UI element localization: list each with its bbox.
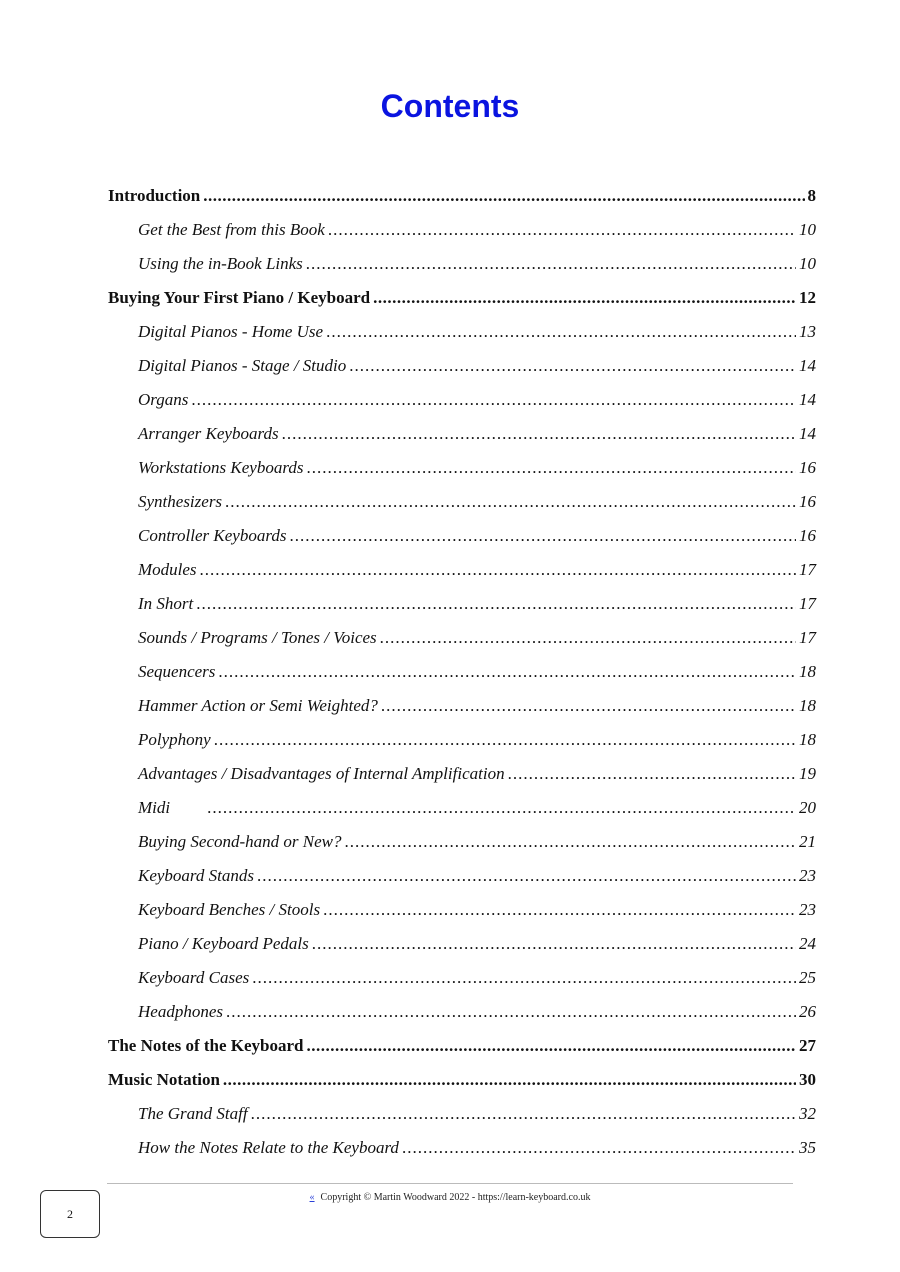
toc-entry-title: Sequencers <box>138 662 216 681</box>
dot-leader <box>200 559 796 581</box>
toc-entry-title: Organs <box>138 390 189 409</box>
toc-page-number: 16 <box>799 526 816 545</box>
toc-section-entry[interactable] <box>138 955 816 989</box>
toc-section-entry[interactable] <box>138 207 816 241</box>
toc-entry-title: Synthesizers <box>138 492 223 511</box>
toc-entry-title: Music Notation <box>108 1070 220 1089</box>
toc-section-entry[interactable] <box>138 819 816 853</box>
dot-leader <box>373 287 796 309</box>
toc-section-entry[interactable] <box>138 921 816 955</box>
toc-page-number: 14 <box>799 390 816 409</box>
toc-section-entry[interactable] <box>138 479 816 513</box>
toc-page-number: 8 <box>807 186 816 205</box>
toc-section-entry[interactable] <box>138 751 816 785</box>
toc-section-entry[interactable] <box>138 513 816 547</box>
toc-section-entry[interactable] <box>138 1125 816 1159</box>
dot-leader <box>349 355 796 377</box>
dot-leader <box>191 389 796 411</box>
toc-section-entry[interactable] <box>138 343 816 377</box>
dot-leader <box>225 491 796 513</box>
toc-page-number: 17 <box>799 560 816 579</box>
toc-entry-title: How the Notes Relate to the Keyboard <box>138 1138 399 1157</box>
toc-entry-title: In Short <box>138 594 194 613</box>
toc-entry-title: Keyboard Stands <box>138 866 255 885</box>
dot-leader <box>214 729 796 751</box>
toc-entry-title: Arranger Keyboards <box>138 424 279 443</box>
toc-entry-title: Midi <box>138 798 205 817</box>
page-title: Contents <box>380 88 520 124</box>
toc-chapter-entry[interactable] <box>108 173 816 207</box>
dot-leader <box>223 1069 796 1091</box>
dot-leader <box>328 219 796 241</box>
toc-section-entry[interactable] <box>138 309 816 343</box>
dot-leader <box>207 797 796 819</box>
toc-page-number: 18 <box>799 662 816 681</box>
toc-page-number: 17 <box>799 594 816 613</box>
toc-section-entry[interactable] <box>138 649 816 683</box>
toc-entry-title: Controller Keyboards <box>138 526 287 545</box>
toc-entry-title: Hammer Action or Semi Weighted? <box>138 696 378 715</box>
toc-section-entry[interactable] <box>138 241 816 275</box>
toc-page-number: 10 <box>799 254 816 273</box>
toc-section-entry[interactable] <box>138 1091 816 1125</box>
toc-entry-title: Get the Best from this Book <box>138 220 325 239</box>
toc-page-number: 14 <box>799 356 816 375</box>
toc-page-number: 18 <box>799 730 816 749</box>
copyright-text: Copyright © Martin Woodward 2022 - https://learn-keyboard.co.uk <box>320 1192 591 1203</box>
toc-entry-title: Digital Pianos - Stage / Studio <box>138 356 347 375</box>
toc-section-entry[interactable] <box>138 717 816 751</box>
toc-entry-title: Introduction <box>108 186 201 205</box>
toc-entry-title: Advantages / Disadvantages of Internal Amplification <box>138 764 505 783</box>
toc-page-number: 16 <box>799 458 816 477</box>
toc-page-number: 21 <box>799 832 816 851</box>
dot-leader <box>289 525 796 547</box>
dot-leader <box>306 1035 796 1057</box>
dot-leader <box>380 627 796 649</box>
toc-page-number: 13 <box>799 322 816 341</box>
toc-page-number: 23 <box>799 866 816 885</box>
dot-leader <box>402 1137 796 1159</box>
toc-page-number: 19 <box>799 764 816 783</box>
toc-section-entry[interactable] <box>138 581 816 615</box>
toc-entry-title: Keyboard Benches / Stools <box>138 900 321 919</box>
toc-page-number: 16 <box>799 492 816 511</box>
toc-entry-title: Piano / Keyboard Pedals <box>138 934 309 953</box>
toc-entry-title: Buying Your First Piano / Keyboard <box>108 288 371 307</box>
dot-leader <box>251 1103 796 1125</box>
toc-section-entry[interactable] <box>138 683 816 717</box>
dot-leader <box>323 899 796 921</box>
dot-leader <box>508 763 796 785</box>
toc-page-number: 18 <box>799 696 816 715</box>
dot-leader <box>306 253 796 275</box>
toc-section-entry[interactable] <box>138 547 816 581</box>
dot-leader <box>252 967 796 989</box>
toc-entry-title: Using the in-Book Links <box>138 254 303 273</box>
toc-section-entry[interactable] <box>138 887 816 921</box>
toc-chapter-entry[interactable] <box>108 1023 816 1057</box>
toc-section-entry[interactable] <box>138 411 816 445</box>
toc-entry-title: Sounds / Programs / Tones / Voices <box>138 628 377 647</box>
footer <box>0 1191 900 1205</box>
toc-chapter-entry[interactable] <box>108 275 816 309</box>
page-number: 2 <box>67 1206 73 1221</box>
back-link[interactable]: « <box>309 1192 315 1203</box>
page-number-box <box>40 1190 100 1238</box>
dot-leader <box>326 321 796 343</box>
dot-leader <box>312 933 796 955</box>
toc-page-number: 23 <box>799 900 816 919</box>
dot-leader <box>345 831 797 853</box>
dot-leader <box>381 695 796 717</box>
toc-page-number: 20 <box>799 798 816 817</box>
toc-section-entry[interactable] <box>138 989 816 1023</box>
toc-page-number: 27 <box>799 1036 816 1055</box>
toc-entry-title: Digital Pianos - Home Use <box>138 322 324 341</box>
toc-section-entry[interactable] <box>138 853 816 887</box>
toc-page-number: 17 <box>799 628 816 647</box>
toc-page-number: 14 <box>799 424 816 443</box>
toc-entry-title: Buying Second-hand or New? <box>138 832 342 851</box>
toc-entry-title: Polyphony <box>138 730 211 749</box>
toc-entry-title: Headphones <box>138 1002 223 1021</box>
toc-page-number: 25 <box>799 968 816 987</box>
dot-leader <box>218 661 796 683</box>
toc-entry-title: The Notes of the Keyboard <box>108 1036 304 1055</box>
toc-section-entry[interactable] <box>138 377 816 411</box>
toc-page-number: 30 <box>799 1070 816 1089</box>
toc-page-number: 24 <box>799 934 816 953</box>
toc-chapter-entry[interactable] <box>108 1057 816 1091</box>
footer-divider <box>107 1183 793 1184</box>
dot-leader <box>257 865 796 887</box>
dot-leader <box>203 185 804 207</box>
toc-entry-title: Workstations Keyboards <box>138 458 304 477</box>
toc-section-entry[interactable] <box>138 785 816 819</box>
toc-entry-title: Modules <box>138 560 197 579</box>
toc-page-number: 32 <box>799 1104 816 1123</box>
toc-section-entry[interactable] <box>138 445 816 479</box>
toc-page-number: 12 <box>799 288 816 307</box>
toc-page-number: 35 <box>799 1138 816 1157</box>
dot-leader <box>226 1001 796 1023</box>
toc-page-number: 10 <box>799 220 816 239</box>
dot-leader <box>196 593 796 615</box>
dot-leader <box>282 423 796 445</box>
toc-page-number: 26 <box>799 1002 816 1021</box>
toc-entry-title: Keyboard Cases <box>138 968 250 987</box>
toc-entry-title: The Grand Staff <box>138 1104 248 1123</box>
dot-leader <box>306 457 796 479</box>
toc-section-entry[interactable] <box>138 615 816 649</box>
